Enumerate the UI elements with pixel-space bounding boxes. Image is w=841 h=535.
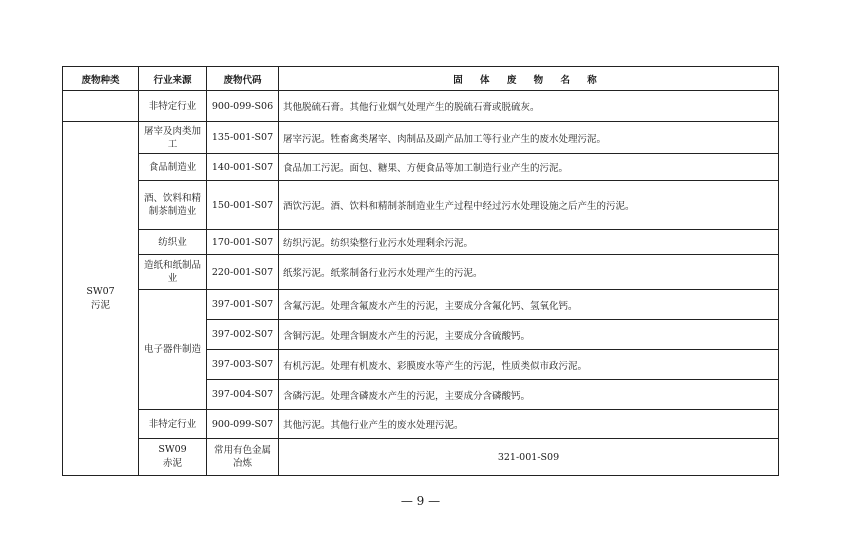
category-cell-sw09 [139,439,207,476]
desc-cell: 含铜污泥。处理含铜废水产生的污泥，主要成分含硫酸钙。 [279,320,779,350]
table-row [63,154,779,181]
desc-cell: 含磷污泥。处理含磷废水产生的污泥，主要成分含磷酸钙。 [279,380,779,410]
code-cell: 150-001-S07 [207,181,279,230]
desc-cell: 纸浆污泥。纸浆制备行业污水处理产生的污泥。 [279,255,779,290]
desc-cell: 含氟污泥。处理含氟废水产生的污泥，主要成分含氟化钙、氢氧化钙。 [279,290,779,320]
header-category: 废物种类 [63,67,139,91]
header-name: 固 体 废 物 名 称 [279,67,779,91]
code-cell: 170-001-S07 [207,230,279,255]
industry-cell: 非特定行业 [139,91,207,122]
code-cell: 397-003-S07 [207,350,279,380]
category-cell-empty [63,91,139,122]
header-code: 废物代码 [207,67,279,91]
category-cell-sw07 [63,122,139,476]
code-cell: 140-001-S07 [207,154,279,181]
table-header-row [63,67,779,91]
category-code: SW09 [158,444,187,455]
industry-cell: 屠宰及肉类加工 [139,122,207,154]
industry-cell: 造纸和纸制品业 [139,255,207,290]
desc-cell: 酒饮污泥。酒、饮料和精制茶制造业生产过程中经过污水处理设施之后产生的污泥。 [279,181,779,230]
page-number: — 9 — [400,494,441,508]
table-row [63,290,779,320]
code-cell: 397-001-S07 [207,290,279,320]
desc-cell: 其他污泥。其他行业产生的废水处理污泥。 [279,410,779,439]
desc-cell: 有机污泥。处理有机废水、彩膜废水等产生的污泥，性质类似市政污泥。 [279,350,779,380]
table-row [63,122,779,154]
industry-cell: 常用有色金属冶炼 [207,439,279,476]
code-cell: 900-099-S06 [207,91,279,122]
category-name: 赤泥 [162,458,182,469]
category-name: 污泥 [90,299,110,311]
code-cell: 900-099-S07 [207,410,279,439]
table-row [63,410,779,439]
desc-cell: 纺织污泥。纺织染整行业污水处理剩余污泥。 [279,230,779,255]
industry-cell: 食品制造业 [139,154,207,181]
industry-cell: 酒、饮料和精制茶制造业 [139,181,207,230]
code-cell: 135-001-S07 [207,122,279,154]
industry-cell: 非特定行业 [139,410,207,439]
industry-cell: 电子器件制造 [139,290,207,410]
industry-cell: 纺织业 [139,230,207,255]
waste-table [62,66,779,476]
code-cell: 321-001-S09 [279,439,779,476]
header-industry: 行业来源 [139,67,207,91]
table-row [63,439,779,476]
desc-cell: 食品加工污泥。面包、糖果、方便食品等加工制造行业产生的污泥。 [279,154,779,181]
table-row [63,181,779,230]
code-cell: 220-001-S07 [207,255,279,290]
desc-cell: 其他脱硫石膏。其他行业烟气处理产生的脱硫石膏或脱硫灰。 [279,91,779,122]
table-row [63,255,779,290]
desc-cell: 屠宰污泥。牲畜禽类屠宰、肉制品及副产品加工等行业产生的废水处理污泥。 [279,122,779,154]
table-row [63,91,779,122]
category-code: SW07 [86,285,115,297]
code-cell: 397-004-S07 [207,380,279,410]
table-row [63,230,779,255]
code-cell: 397-002-S07 [207,320,279,350]
